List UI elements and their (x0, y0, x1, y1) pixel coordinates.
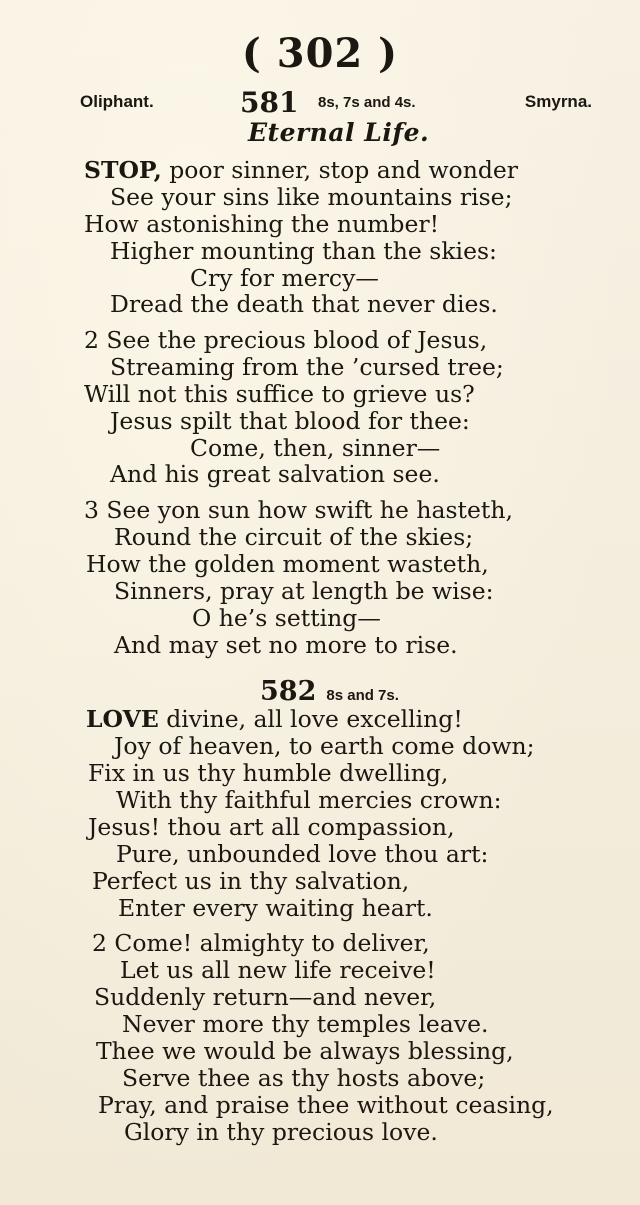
hymn-number: 581 (240, 86, 299, 119)
hymn-line: And may set no more to rise. (114, 631, 458, 659)
hymn-line: Streaming from the ’cursed tree; (110, 353, 504, 381)
hymn-line: Will not this suffice to grieve us? (84, 380, 475, 408)
hymn-line: Come, then, sinner— (190, 434, 441, 462)
hymn-line: See your sins like mountains rise; (110, 183, 513, 211)
hymn-line: 2 Come! almighty to deliver, (92, 929, 430, 957)
tune-name-right: Smyrna. (524, 92, 592, 111)
hymn-line: Let us all new life receive! (120, 956, 436, 984)
hymn-line: 2 See the precious blood of Jesus, (84, 326, 488, 354)
hymn-line: Serve thee as thy hosts above; (122, 1064, 486, 1092)
tune-name-left: Oliphant. (80, 92, 154, 111)
hymn-line: Sinners, pray at length be wise: (114, 577, 494, 605)
hymn-line: Dread the death that never dies. (110, 290, 498, 318)
hymn-line: Enter every waiting heart. (118, 894, 433, 922)
hymn-meter: 8s, 7s and 4s. (318, 94, 416, 111)
hymn-line: Suddenly return—and never, (94, 983, 437, 1011)
hymn-line: Thee we would be always blessing, (96, 1037, 514, 1065)
hymn-line: Perfect us in thy salvation, (92, 867, 410, 895)
hymn-line: Higher mounting than the skies: (110, 237, 497, 265)
hymn-meter: 8s and 7s. (326, 687, 399, 704)
hymn-line: Joy of heaven, to earth come down; (114, 732, 535, 760)
hymn-line: How the golden moment wasteth, (86, 550, 489, 578)
hymn-line: And his great salvation see. (110, 460, 440, 488)
hymn-line: Jesus! thou art all compassion, (88, 813, 455, 841)
hymn-line: Never more thy temples leave. (122, 1010, 489, 1038)
hymn-first-word: LOVE (86, 705, 159, 733)
hymn-first-word: STOP, (84, 156, 162, 184)
hymn-line: How astonishing the number! (84, 210, 440, 238)
hymn-line: Glory in thy precious love. (124, 1118, 438, 1146)
hymn-line: STOP, poor sinner, stop and wonder (84, 156, 519, 184)
hymn-line: Fix in us thy humble dwelling, (88, 759, 449, 787)
hymn-title: Eternal Life. (248, 118, 430, 147)
page-number: ( 302 ) (241, 30, 399, 77)
hymn-number: 582 (260, 676, 317, 707)
hymn-line: O he’s setting— (192, 604, 381, 632)
hymn-line: Round the circuit of the skies; (114, 523, 474, 551)
hymn-line: With thy faithful mercies crown: (116, 786, 502, 814)
hymn-line: 3 See yon sun how swift he hasteth, (84, 496, 513, 524)
hymn-line: Jesus spilt that blood for thee: (110, 407, 470, 435)
hymn-line: Pure, unbounded love thou art: (116, 840, 489, 868)
hymn-line: Cry for mercy— (190, 264, 379, 292)
hymn-line: Pray, and praise thee without ceasing, (98, 1091, 554, 1119)
hymn-581-header (0, 88, 640, 118)
hymn-line: LOVE divine, all love excelling! (86, 705, 463, 733)
hymn-582-header (260, 676, 399, 707)
